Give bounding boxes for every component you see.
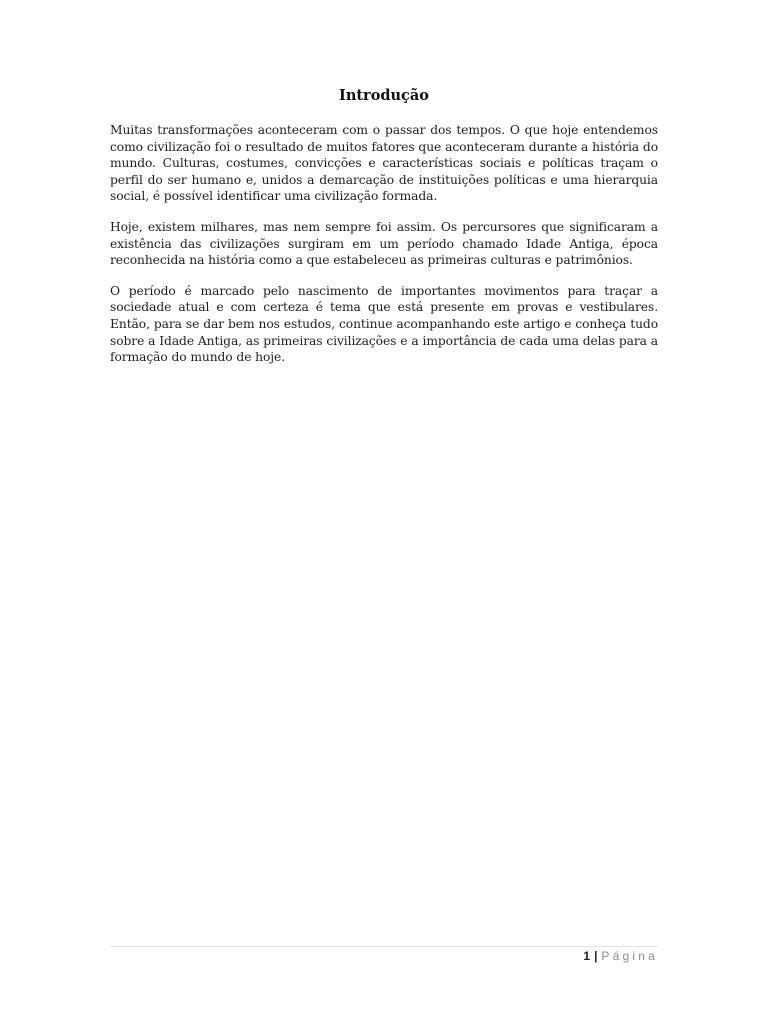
page-label: Página <box>601 949 658 963</box>
document-title: Introdução <box>339 87 429 104</box>
document-body <box>110 86 658 380</box>
footer-separator: | <box>594 949 598 963</box>
footer-divider <box>110 946 658 947</box>
paragraph-1: Muitas transformações aconteceram com o passar dos tempos. O que hoje entendemos como civilização foi o resultado de muitos fatores que aconteceram durante a história do mundo. Culturas, costumes, convicções e características sociais e políticas traçam o perfil do ser humano e, unidos a demarcação de instituições políticas e uma hierarquia social, é possível identificar uma civilização formada. <box>110 123 658 204</box>
paragraph-3: O período é marcado pelo nascimento de importantes movimentos para traçar a sociedade atual e com certeza é tema que está presente em provas e vestibulares. Então, para se dar bem nos estudos, continue acompanhando este artigo e conheça tudo sobre a Idade Antiga, as primeiras civilizações e a importância de cada uma delas para a formação do mundo de hoje. <box>110 283 658 365</box>
page-number: 1 <box>583 949 591 963</box>
page-footer <box>583 948 658 964</box>
paragraph-2: Hoje, existem milhares, mas nem sempre foi assim. Os percursores que significaram a existência das civilizações surgiram em um período chamado Idade Antiga, época reconhecida na história como a que estabeleceu as primeiras culturas e patrimônios. <box>110 219 658 268</box>
